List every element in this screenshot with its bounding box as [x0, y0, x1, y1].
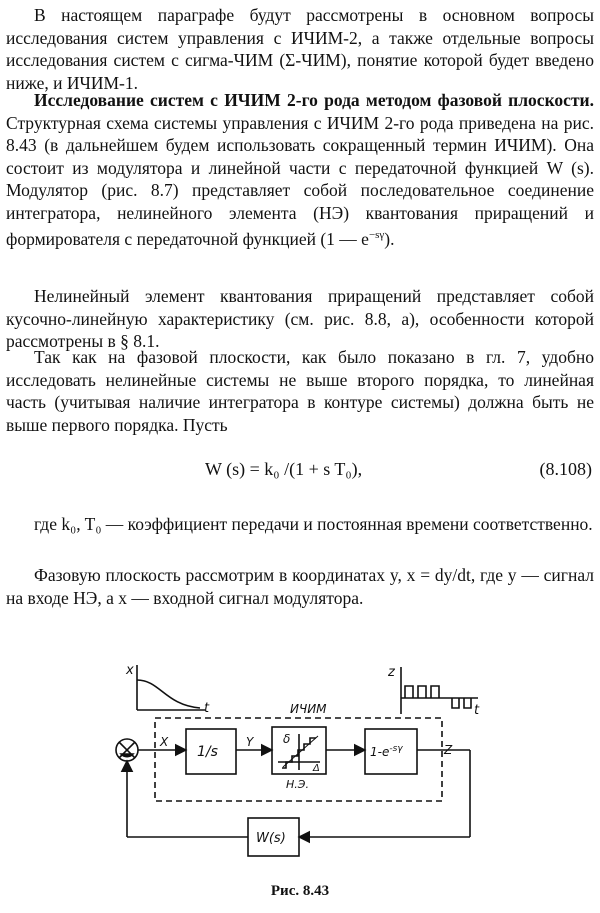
- ne-block-label: Н.Э.: [286, 778, 309, 791]
- section-tail: ).: [384, 228, 395, 249]
- signal-y-label: Y: [246, 735, 254, 749]
- former-exponent: -sγ: [389, 744, 403, 754]
- ne-delta-big: Δ: [313, 763, 320, 774]
- integrator-label: 1/s: [197, 744, 218, 760]
- paragraph-intro: В настоящем параграфе будут рассмотрены в основном вопросы исследования систем управления с ИЧИМ-2, а также отдельные вопросы исследования систем с сигма-ЧИМ (Σ-ЧИМ), понятие которой будет введено ниже, и ИЧИМ-1.: [6, 5, 594, 93]
- section-heading: Исследование систем с ИЧИМ 2-го рода методом фазовой плоскости.: [34, 90, 594, 110]
- paragraph-coefficients: где k₀, T₀ — коэффициент передачи и постоянная времени соответственно.: [34, 514, 593, 534]
- z-plot-t-label: t: [474, 703, 480, 718]
- section-body: Структурная схема системы управления с ИЧИМ 2-го рода приведена на рис. 8.43 (в дальнейшем будем использовать сокращенный термин ИЧИМ). Она состоит из модулятора и линейной части с передаточной функцией W (s). Модулятор (рис. 8.7) представляет собой последовательное соединение интегратора, нелинейного элемента (НЭ) квантования приращений и формирователя с передаточной функцией (1 — e: [6, 112, 594, 249]
- paragraph-coordinates: Фазовую плоскость рассмотрим в координатах y, x = dy/dt, где y — сигнал на входе НЭ, а x — входной сигнал модулятора.: [6, 565, 594, 608]
- x-plot-label: x: [126, 663, 134, 678]
- exponent: −sγ: [368, 229, 385, 241]
- block-diagram: [0, 650, 600, 870]
- modulator-label: ИЧИМ: [290, 702, 327, 716]
- equation-number: (8.108): [539, 459, 592, 479]
- signal-z-label: Z: [444, 743, 453, 757]
- paragraph-nonlinear: Нелинейный элемент квантования приращений представляет собой кусочно-линейную характеристику (см. рис. 8.8, а), особенности которой рассмотрены в § 8.1.: [6, 286, 594, 351]
- feedback-label: W(s): [256, 831, 286, 846]
- x-plot-t-label: t: [204, 701, 210, 716]
- equation-expression: W (s) = k₀ /(1 + s T₀),: [205, 459, 363, 479]
- x-waveform: [137, 680, 200, 708]
- former-base: 1-e: [370, 745, 390, 759]
- z-plot-label: z: [388, 665, 395, 680]
- block-diagram-figure: [0, 650, 600, 870]
- former-label: [370, 744, 403, 759]
- z-pulse-train: [405, 686, 471, 708]
- figure-caption: Рис. 8.43: [270, 883, 330, 899]
- paragraph-phase-plane: Так как на фазовой плоскости, как было показано в гл. 7, удобно исследовать нелинейные системы не выше второго порядка, то линейная часть (учитывая наличие интегратора в контуре системы) должна быть не выше первого порядка. Пусть: [6, 347, 594, 435]
- signal-x-label: X: [160, 735, 169, 749]
- paragraph-section: [6, 89, 594, 250]
- ne-delta-small: δ: [283, 732, 291, 746]
- equation: [0, 457, 600, 487]
